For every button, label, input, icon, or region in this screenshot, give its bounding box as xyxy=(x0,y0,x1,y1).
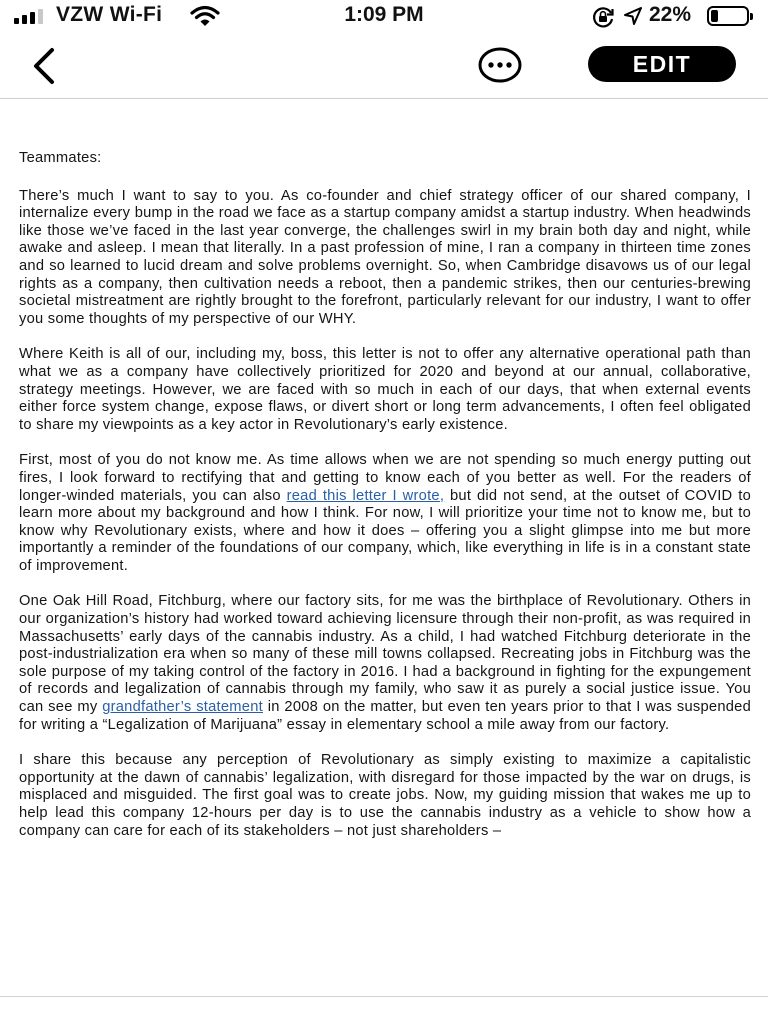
edit-button[interactable]: EDIT xyxy=(588,46,736,82)
more-options-button[interactable] xyxy=(477,46,523,84)
location-arrow-icon xyxy=(623,6,643,31)
back-button[interactable] xyxy=(26,44,66,88)
status-bar xyxy=(0,0,768,32)
paragraph-mission: I share this because any perception of Revolutionary as simply existing to maximize a capitalistic opportunity at the dawn of cannabis’ legalization, with disregard for those impacted by the war on drugs, is misplaced and misguided. The first goal was to create jobs. Now, my guiding mission that wakes me up to help lead this company 12-hours per day is to use the cannabis industry as a vehicle to show how a company can care for each of its stakeholders – not just shareholders – xyxy=(19,752,751,839)
read-letter-link[interactable]: read this letter I wrote, xyxy=(286,487,445,504)
paragraph-intro: There’s much I want to say to you. As co-founder and chief strategy officer of our shared company, I internalize every bump in the road we face as a startup company amidst a startup industry. When headwinds like those we’ve faced in the last year converge, the challenges swirl in my brain both day and night, while awake and asleep. I mean that literally. In a past profession of mine, I ran a company in thirteen time zones and so learned to lucid dream and solve problems overnight. So, when Cambridge disavows us of our legal rights as a company, then cultivation needs a reboot, then a pandemic strikes, then our centuries-brewing societal mistreatment are rightly brought to the forefront, particularly relevant for our industry, I want to offer you some thoughts of my perspective of our WHY. xyxy=(19,187,751,327)
carrier-label: VZW Wi-Fi xyxy=(56,3,163,26)
more-ellipsis-icon xyxy=(477,46,523,84)
rotation-lock-icon xyxy=(591,6,615,33)
paragraph-text: One Oak Hill Road, Fitchburg, where our factory sits, for me was the birthplace of Revolutionary. Others in our organization’s history had worked toward achieving licensure through their non-profit, as was required in Massachusetts’ early days of the cannabis industry. As a child, I had watched Fitchburg deteriorate in the post-industrialization era when so many of these mill towns collapsed. Recreating jobs in Fitchburg was the sole purpose of my taking control of the factory in 2016. I had a background in fighting for the expungement of records and legalization of cannabis through my family, who saw it as purely a social justice issue. You can see my xyxy=(19,593,751,716)
letter-document xyxy=(19,150,751,858)
chevron-left-icon xyxy=(26,44,66,88)
clock: 1:09 PM xyxy=(344,3,424,26)
paragraph-text: First, most of you do not know me. As time allows when we are not spending so much energy putting out fires, I look forward to rectifying that and getting to know each of you better as well. For the readers of longer-winded materials, you can also xyxy=(19,452,751,504)
battery-icon xyxy=(707,6,749,26)
paragraph-text: but did not send, at the outset of COVID to learn more about my background and how I think. For now, I will prioritize your time not to know me, but to know why Revolutionary exists, where and how it does – offering you a slight glimpse into me but more importantly a reminder of the foundations of our company, which, like everything in life is in a constant state of improvement. xyxy=(19,487,751,574)
battery-percentage: 22% xyxy=(649,3,692,26)
paragraph-fitchburg xyxy=(19,593,751,734)
grandfather-statement-link[interactable]: grandfather’s statement xyxy=(102,699,263,716)
paragraph-purpose: Where Keith is all of our, including my, boss, this letter is not to offer any alternative operational path than what we as a company have collectively prioritized for 2020 and beyond at our annual, collaborative, strategy meetings. However, we are faced with so much in each of our days, that when external events either force system change, expose flaws, or divert short or long term advancements, I often feel obligated to share my viewpoints as a key actor in Revolutionary’s early existence. xyxy=(19,346,751,433)
paragraph-about-me xyxy=(19,452,751,575)
letter-greeting: Teammates: xyxy=(19,150,102,166)
bottom-divider xyxy=(0,996,768,997)
battery-level-fill xyxy=(711,10,718,22)
paragraph-text: in 2008 on the matter, but even ten years prior to that I was suspended for writing a “Legalization of Marijuana” essay in elementary school a mile away from our factory. xyxy=(19,699,752,733)
navigation-bar xyxy=(0,34,768,99)
